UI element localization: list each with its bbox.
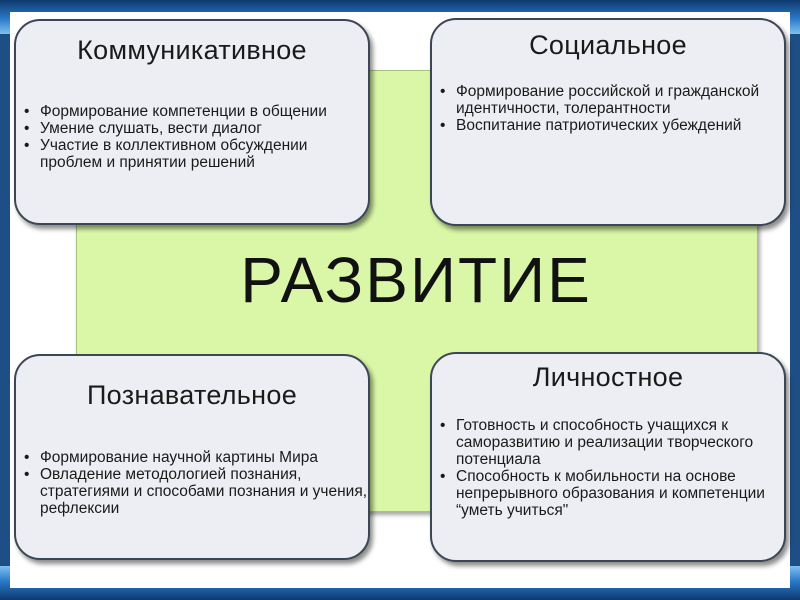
list-item: • Участие в коллективном обсуждении проблем и принятии решений	[16, 137, 368, 171]
card-title: Социальное	[529, 30, 687, 60]
list-item: • Воспитание патриотических убеждений	[432, 117, 784, 134]
card-socialnoe	[430, 18, 786, 226]
card-title: Познавательное	[86, 380, 298, 410]
list-item: • Формирование российской и гражданской идентичности, толерантности	[432, 83, 784, 117]
card-list	[432, 83, 784, 134]
list-item: • Умение слушать, вести диалог	[16, 120, 368, 137]
card-poznavatelnoe	[14, 354, 370, 560]
list-item: • Овладение методологией познания, стратегиями и способами познания и учения, рефлексии	[16, 466, 368, 517]
card-title: Личностное	[532, 362, 684, 392]
list-item: • Формирование компетенции в общении	[16, 103, 368, 120]
center-title: РАЗВИТИЕ	[240, 244, 592, 316]
list-item: • Способность к мобильности на основе непрерывного образования и компетенции “уметь учиться"	[432, 468, 784, 519]
card-kommunikativnoe	[14, 19, 370, 225]
card-lichnostnoe	[430, 352, 786, 562]
card-list	[16, 103, 368, 171]
card-title: Коммуникативное	[77, 35, 307, 65]
list-item: • Готовность и способность учащихся к саморазвитию и реализации творческого потенциала	[432, 417, 784, 468]
list-item: • Формирование научной картины Мира	[16, 449, 368, 466]
card-list	[16, 449, 368, 517]
card-list	[432, 417, 784, 519]
